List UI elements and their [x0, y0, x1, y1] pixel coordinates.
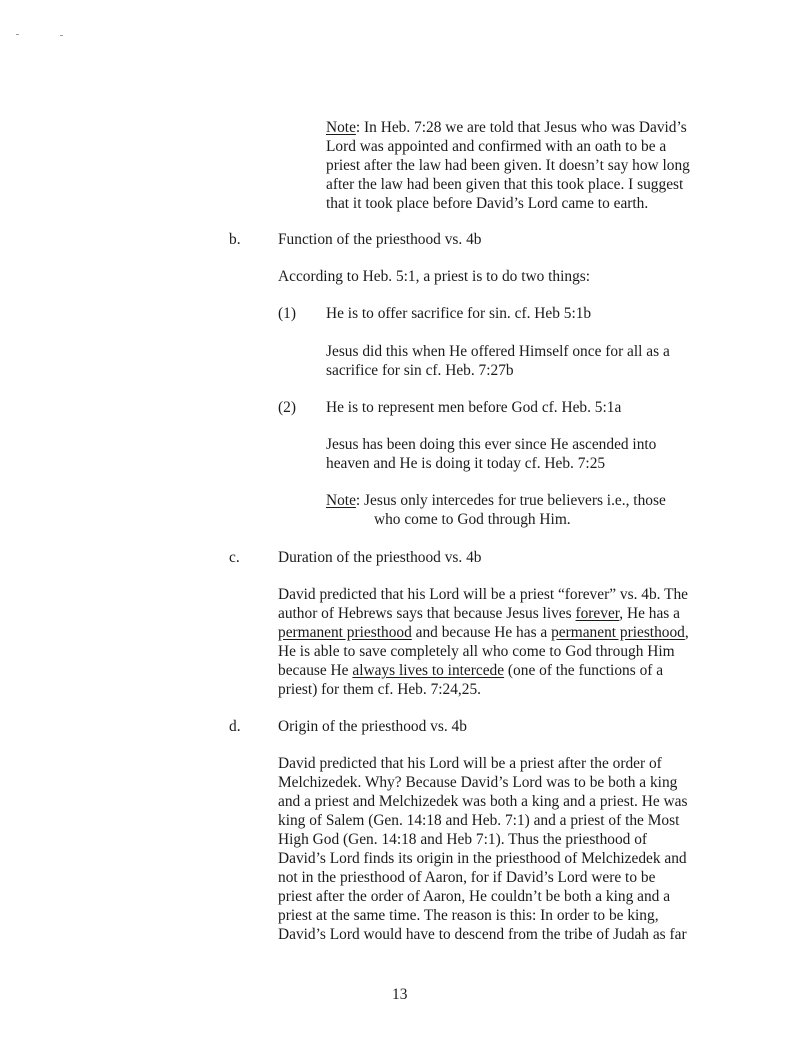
note-line: Lord was appointed and confirmed with an oath to be a — [326, 138, 667, 155]
section-d-heading: Origin of the priesthood vs. 4b — [278, 718, 467, 735]
item-1-text: He is to offer sacrifice for sin. cf. Heb 5:1b — [326, 305, 592, 322]
section-d-body: David predicted that his Lord will be a priest after the order of Melchizedek. Why? Because David’s Lord was to be both a king and a priest and Melchizedek was both a king and a priest. He was king of Salem (Gen. 14:18 and Heb. 7:1) and a priest of the Most High God (Gen. 14:18 and Heb 7:1). Thus the priesthood of David’s Lord finds its origin in the priesthood of Melchizedek and not in the priesthood of Aaron, for if David’s Lord were to be priest after the order of Aaron, He couldn’t be both a king and a priest at the same time. The reason is this: In order to be king, David’s Lord would have to descend from the tribe of Judah as far — [278, 755, 688, 943]
item-2-note: Note: Jesus only intercedes for true believers i.e., those who come to God through Him. — [326, 492, 666, 528]
section-b-marker: b. — [229, 231, 241, 248]
item-1-number: (1) — [278, 305, 296, 322]
section-c-marker: c. — [229, 549, 240, 566]
section-c-heading: Duration of the priesthood vs. 4b — [278, 549, 482, 566]
section-b-intro: According to Heb. 5:1, a priest is to do two things: — [278, 268, 591, 285]
note-paragraph — [326, 118, 756, 213]
note-label: Note — [326, 119, 356, 136]
scan-speck — [60, 35, 63, 36]
section-d-marker: d. — [229, 718, 241, 735]
note-line: that it took place before David’s Lord came to earth. — [326, 195, 649, 212]
item-2-detail: Jesus has been doing this ever since He ascended into heaven and He is doing it today cf. Heb. 7:25 — [326, 436, 657, 472]
note-label: Note — [326, 492, 356, 509]
note-line: Note: In Heb. 7:28 we are told that Jesus who was David’s — [326, 119, 687, 136]
item-1-detail: Jesus did this when He offered Himself once for all as a sacrifice for sin cf. Heb. 7:27b — [326, 343, 670, 379]
note-line: priest after the law had been given. It doesn’t say how long — [326, 157, 690, 174]
note-line: after the law had been given that this took place. I suggest — [326, 176, 684, 193]
scan-speck — [16, 34, 19, 35]
item-2-number: (2) — [278, 399, 296, 416]
section-b-heading: Function of the priesthood vs. 4b — [278, 231, 482, 248]
item-2-text: He is to represent men before God cf. Heb. 5:1a — [326, 399, 622, 416]
section-c-body: David predicted that his Lord will be a priest “forever” vs. 4b. The author of Hebrews says that because Jesus lives forever, He has a permanent priesthood and because He has a permanent priesthood, He is able to save completely all who come to God through Him because He always lives to intercede (one of the functions of a priest) for them cf. Heb. 7:24,25. — [278, 586, 689, 698]
page-number: 13 — [392, 986, 408, 1003]
